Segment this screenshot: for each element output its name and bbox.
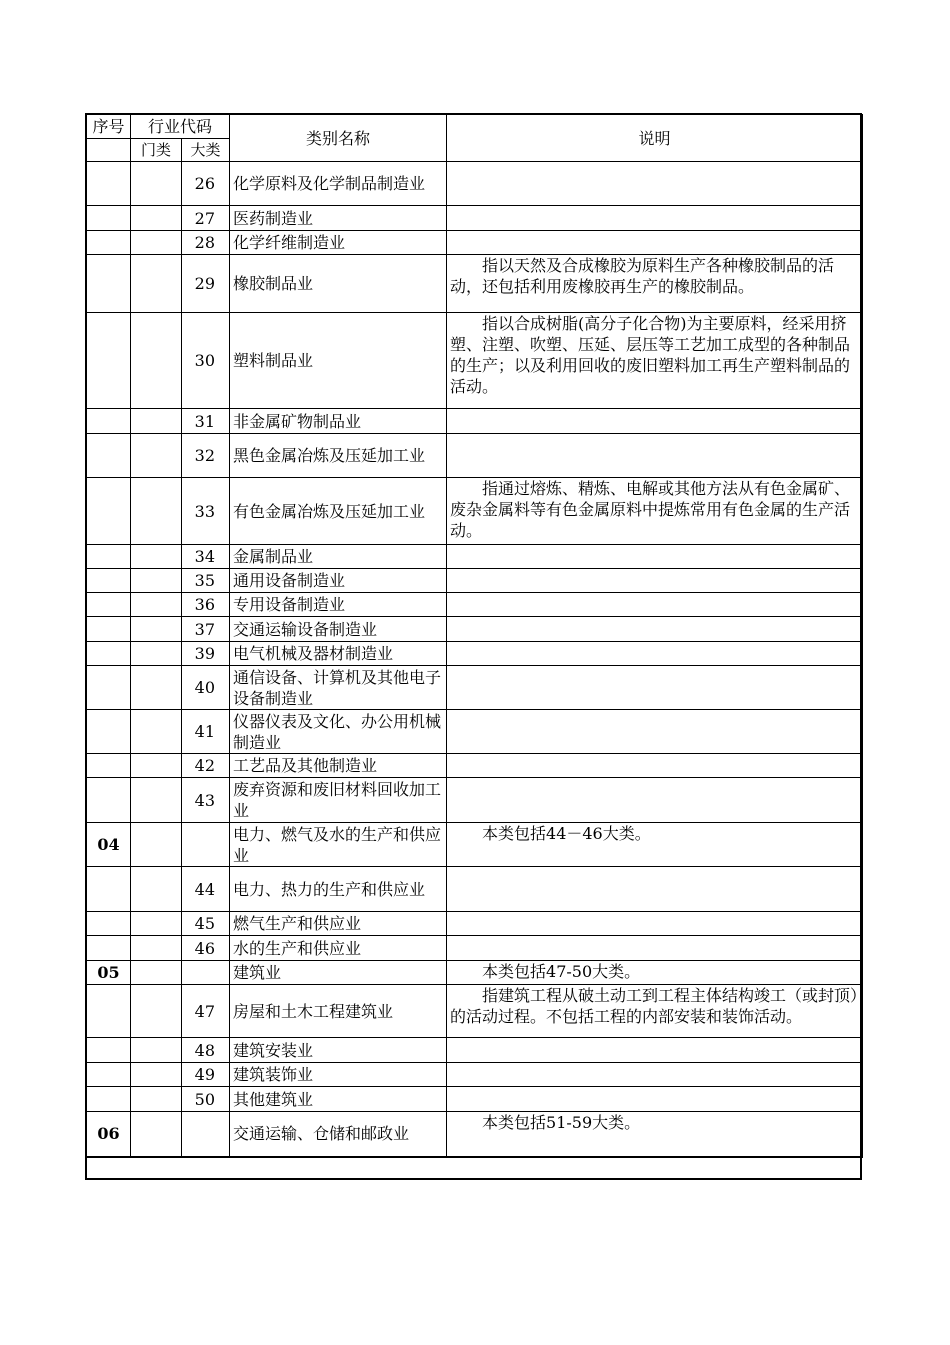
category-name-cell: 其他建筑业 bbox=[230, 1087, 447, 1112]
table-row bbox=[87, 823, 863, 867]
header-seq: 序号 bbox=[87, 115, 131, 139]
header-major: 大类 bbox=[182, 139, 230, 162]
category-name-cell: 橡胶制品业 bbox=[230, 255, 447, 313]
seq-cell bbox=[87, 409, 131, 434]
category-name-cell: 建筑安装业 bbox=[230, 1038, 447, 1063]
seq-cell bbox=[87, 867, 131, 912]
table-row bbox=[87, 1112, 863, 1157]
major-code-cell: 32 bbox=[182, 434, 230, 478]
category-name-cell: 化学纤维制造业 bbox=[230, 231, 447, 255]
seq-cell bbox=[87, 1063, 131, 1087]
sector-cell bbox=[131, 642, 182, 666]
major-code-cell: 44 bbox=[182, 867, 230, 912]
description-cell bbox=[447, 642, 863, 666]
seq-cell bbox=[87, 912, 131, 936]
seq-cell bbox=[87, 1038, 131, 1063]
description-cell: 指以合成树脂(高分子化合物)为主要原料，经采用挤塑、注塑、吹塑、压延、层压等工艺加工成型的各种制品的生产；以及利用回收的废旧塑料加工再生产塑料制品的活动。 bbox=[447, 313, 863, 409]
description-cell bbox=[447, 617, 863, 642]
description-cell: 指建筑工程从破土动工到工程主体结构竣工（或封顶）的活动过程。不包括工程的内部安装和装饰活动。 bbox=[447, 985, 863, 1038]
table-row bbox=[87, 231, 863, 255]
major-code-cell: 42 bbox=[182, 754, 230, 778]
table-row bbox=[87, 1087, 863, 1112]
sector-cell bbox=[131, 823, 182, 867]
seq-cell bbox=[87, 545, 131, 569]
sector-cell bbox=[131, 1038, 182, 1063]
table-row bbox=[87, 666, 863, 710]
header-category-name: 类别名称 bbox=[230, 115, 447, 162]
category-name-cell: 建筑业 bbox=[230, 961, 447, 985]
major-code-cell: 40 bbox=[182, 666, 230, 710]
table-row bbox=[87, 912, 863, 936]
seq-cell: 04 bbox=[87, 823, 131, 867]
seq-cell bbox=[87, 710, 131, 754]
major-code-cell: 41 bbox=[182, 710, 230, 754]
category-name-cell: 交通运输、仓储和邮政业 bbox=[230, 1112, 447, 1157]
category-name-cell: 房屋和土木工程建筑业 bbox=[230, 985, 447, 1038]
category-name-cell: 废弃资源和废旧材料回收加工业 bbox=[230, 778, 447, 823]
category-name-cell: 电力、热力的生产和供应业 bbox=[230, 867, 447, 912]
table-row bbox=[87, 593, 863, 617]
category-name-cell: 仪器仪表及文化、办公用机械制造业 bbox=[230, 710, 447, 754]
table-row bbox=[87, 255, 863, 313]
category-name-cell: 通用设备制造业 bbox=[230, 569, 447, 593]
category-name-cell: 专用设备制造业 bbox=[230, 593, 447, 617]
sector-cell bbox=[131, 255, 182, 313]
major-code-cell: 37 bbox=[182, 617, 230, 642]
major-code-cell: 47 bbox=[182, 985, 230, 1038]
sector-cell bbox=[131, 936, 182, 961]
seq-cell bbox=[87, 617, 131, 642]
category-name-cell: 工艺品及其他制造业 bbox=[230, 754, 447, 778]
major-code-cell: 45 bbox=[182, 912, 230, 936]
description-cell bbox=[447, 409, 863, 434]
category-name-cell: 通信设备、计算机及其他电子设备制造业 bbox=[230, 666, 447, 710]
sector-cell bbox=[131, 434, 182, 478]
seq-cell bbox=[87, 754, 131, 778]
major-code-cell: 33 bbox=[182, 478, 230, 545]
table-row bbox=[87, 936, 863, 961]
major-code-cell: 31 bbox=[182, 409, 230, 434]
header-description: 说明 bbox=[447, 115, 863, 162]
seq-cell: 06 bbox=[87, 1112, 131, 1157]
category-name-cell: 电气机械及器材制造业 bbox=[230, 642, 447, 666]
category-name-cell: 燃气生产和供应业 bbox=[230, 912, 447, 936]
sector-cell bbox=[131, 867, 182, 912]
description-cell: 本类包括44－46大类。 bbox=[447, 823, 863, 867]
category-name-cell: 电力、燃气及水的生产和供应业 bbox=[230, 823, 447, 867]
category-name-cell: 水的生产和供应业 bbox=[230, 936, 447, 961]
table-row bbox=[87, 1038, 863, 1063]
table-row bbox=[87, 778, 863, 823]
seq-cell: 05 bbox=[87, 961, 131, 985]
table-row bbox=[87, 961, 863, 985]
sector-cell bbox=[131, 961, 182, 985]
category-name-cell: 交通运输设备制造业 bbox=[230, 617, 447, 642]
major-code-cell: 30 bbox=[182, 313, 230, 409]
description-cell bbox=[447, 912, 863, 936]
seq-cell bbox=[87, 206, 131, 231]
table-row bbox=[87, 1063, 863, 1087]
table-row bbox=[87, 617, 863, 642]
industry-classification-table bbox=[86, 114, 863, 1158]
major-code-cell: 34 bbox=[182, 545, 230, 569]
major-code-cell: 50 bbox=[182, 1087, 230, 1112]
description-cell bbox=[447, 867, 863, 912]
major-code-cell: 39 bbox=[182, 642, 230, 666]
table-row bbox=[87, 985, 863, 1038]
header-sector: 门类 bbox=[131, 139, 182, 162]
sector-cell bbox=[131, 569, 182, 593]
table-row bbox=[87, 313, 863, 409]
sector-cell bbox=[131, 1087, 182, 1112]
sector-cell bbox=[131, 478, 182, 545]
description-cell bbox=[447, 754, 863, 778]
sector-cell bbox=[131, 545, 182, 569]
sector-cell bbox=[131, 1112, 182, 1157]
description-cell bbox=[447, 434, 863, 478]
major-code-cell bbox=[182, 961, 230, 985]
seq-cell bbox=[87, 162, 131, 206]
sector-cell bbox=[131, 231, 182, 255]
category-name-cell: 化学原料及化学制品制造业 bbox=[230, 162, 447, 206]
seq-cell bbox=[87, 434, 131, 478]
header-row-1 bbox=[87, 115, 863, 139]
major-code-cell: 27 bbox=[182, 206, 230, 231]
seq-cell bbox=[87, 778, 131, 823]
seq-cell bbox=[87, 313, 131, 409]
seq-cell bbox=[87, 593, 131, 617]
major-code-cell bbox=[182, 1112, 230, 1157]
major-code-cell: 36 bbox=[182, 593, 230, 617]
description-cell bbox=[447, 1063, 863, 1087]
table-row bbox=[87, 710, 863, 754]
seq-cell bbox=[87, 569, 131, 593]
header-industry-code: 行业代码 bbox=[131, 115, 230, 139]
category-name-cell: 非金属矿物制品业 bbox=[230, 409, 447, 434]
table-row bbox=[87, 642, 863, 666]
table-row bbox=[87, 478, 863, 545]
sector-cell bbox=[131, 313, 182, 409]
category-name-cell: 医药制造业 bbox=[230, 206, 447, 231]
description-cell: 本类包括51-59大类。 bbox=[447, 1112, 863, 1157]
sector-cell bbox=[131, 617, 182, 642]
sector-cell bbox=[131, 666, 182, 710]
seq-cell bbox=[87, 936, 131, 961]
header-seq-blank bbox=[87, 139, 131, 162]
major-code-cell: 29 bbox=[182, 255, 230, 313]
description-cell bbox=[447, 162, 863, 206]
description-cell bbox=[447, 936, 863, 961]
seq-cell bbox=[87, 255, 131, 313]
category-name-cell: 塑料制品业 bbox=[230, 313, 447, 409]
table-row bbox=[87, 867, 863, 912]
sector-cell bbox=[131, 162, 182, 206]
description-cell bbox=[447, 778, 863, 823]
seq-cell bbox=[87, 985, 131, 1038]
table-row bbox=[87, 162, 863, 206]
table-row bbox=[87, 754, 863, 778]
category-name-cell: 有色金属冶炼及压延加工业 bbox=[230, 478, 447, 545]
major-code-cell: 35 bbox=[182, 569, 230, 593]
sector-cell bbox=[131, 985, 182, 1038]
description-cell bbox=[447, 710, 863, 754]
seq-cell bbox=[87, 478, 131, 545]
description-cell: 指以天然及合成橡胶为原料生产各种橡胶制品的活动，还包括利用废橡胶再生产的橡胶制品。 bbox=[447, 255, 863, 313]
description-cell bbox=[447, 666, 863, 710]
description-cell bbox=[447, 569, 863, 593]
sector-cell bbox=[131, 593, 182, 617]
category-name-cell: 建筑装饰业 bbox=[230, 1063, 447, 1087]
major-code-cell: 43 bbox=[182, 778, 230, 823]
table-row bbox=[87, 569, 863, 593]
seq-cell bbox=[87, 231, 131, 255]
seq-cell bbox=[87, 642, 131, 666]
sector-cell bbox=[131, 409, 182, 434]
description-cell bbox=[447, 206, 863, 231]
seq-cell bbox=[87, 1087, 131, 1112]
sector-cell bbox=[131, 778, 182, 823]
major-code-cell bbox=[182, 823, 230, 867]
major-code-cell: 46 bbox=[182, 936, 230, 961]
description-cell: 本类包括47-50大类。 bbox=[447, 961, 863, 985]
major-code-cell: 48 bbox=[182, 1038, 230, 1063]
table-row bbox=[87, 409, 863, 434]
category-name-cell: 黑色金属冶炼及压延加工业 bbox=[230, 434, 447, 478]
table-body bbox=[87, 115, 863, 1157]
description-cell bbox=[447, 545, 863, 569]
sector-cell bbox=[131, 754, 182, 778]
table-row bbox=[87, 206, 863, 231]
major-code-cell: 28 bbox=[182, 231, 230, 255]
major-code-cell: 26 bbox=[182, 162, 230, 206]
description-cell: 指通过熔炼、精炼、电解或其他方法从有色金属矿、废杂金属料等有色金属原料中提炼常用有色金属的生产活动。 bbox=[447, 478, 863, 545]
sector-cell bbox=[131, 710, 182, 754]
description-cell bbox=[447, 1087, 863, 1112]
description-cell bbox=[447, 1038, 863, 1063]
sector-cell bbox=[131, 206, 182, 231]
table-row bbox=[87, 545, 863, 569]
category-name-cell: 金属制品业 bbox=[230, 545, 447, 569]
description-cell bbox=[447, 231, 863, 255]
table-row bbox=[87, 434, 863, 478]
sector-cell bbox=[131, 1063, 182, 1087]
seq-cell bbox=[87, 666, 131, 710]
sector-cell bbox=[131, 912, 182, 936]
major-code-cell: 49 bbox=[182, 1063, 230, 1087]
description-cell bbox=[447, 593, 863, 617]
